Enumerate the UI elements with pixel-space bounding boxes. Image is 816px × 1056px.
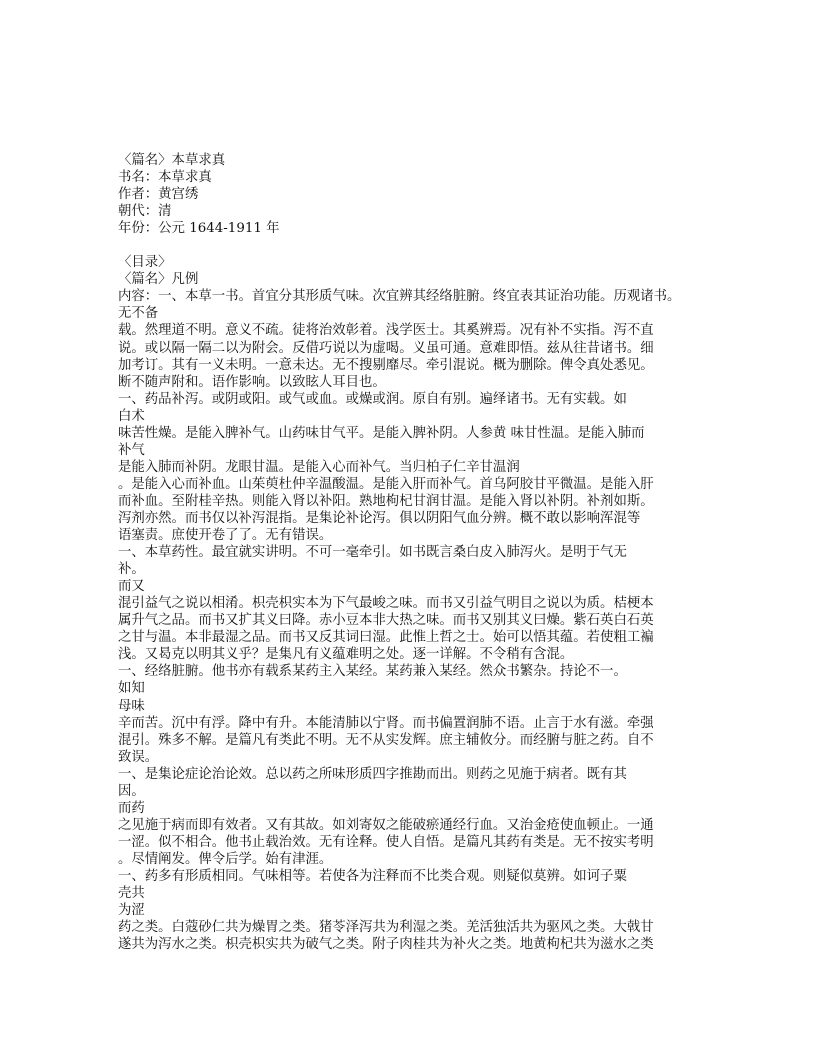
text-line: 断不随声附和。语作影响。以致眩人耳目也。 xyxy=(118,374,386,390)
text-line: 无不备 xyxy=(118,306,159,322)
text-line: 而又 xyxy=(118,579,145,595)
text-line: 如知 xyxy=(118,681,145,697)
text-line: 一、本草药性。最宜就实讲明。不可一毫牵引。如书既言桑白皮入肺泻火。是明于气无 xyxy=(118,545,627,561)
text-line: 〈篇名〉凡例 xyxy=(118,272,199,288)
text-line: 辛而苦。沉中有浮。降中有升。本能清肺以宁肾。而书偏置润肺不语。止言于水有滋。牵强 xyxy=(118,715,654,731)
text-line: 一、药品补泻。或阴或阳。或气或血。或燥或润。原自有别。遍绎诸书。无有实载。如 xyxy=(118,391,627,407)
text-line: 味苦性燥。是能入脾补气。山药味甘气平。是能入脾补阴。人参黄 味甘性温。是能入肺而 xyxy=(118,425,645,441)
text-line: 一、药多有形质相同。气味相等。若使各为注释而不比类合观。则疑似莫辨。如诃子粟 xyxy=(118,868,627,884)
text-line: 〈篇名〉本草求真 xyxy=(118,153,226,168)
text-line: 混引益气之说以相淆。枳壳枳实本为下气最峻之味。而书又引益气明目之说以为质。桔梗本 xyxy=(118,596,654,612)
text-line: 一、是集论症论治论效。总以药之所味形质四字推勘而出。则药之见施于病者。既有其 xyxy=(118,766,627,782)
text-line: 语塞责。庶使开卷了了。无有错误。 xyxy=(118,528,333,544)
text-line: 。尽情阐发。俾令后学。始有津涯。 xyxy=(118,851,333,867)
text-line: 白术 xyxy=(118,408,145,424)
text-line: 而补血。至附桂辛热。则能入肾以补阳。熟地枸杞甘润甘温。是能入肾以补阴。补剂如斯。 xyxy=(118,493,654,509)
text-line: 泻剂亦然。而书仅以补泻混指。是集论补论泻。俱以阴阳气血分辨。概不敢以影响浑混等 xyxy=(118,510,641,526)
text-line xyxy=(118,237,738,254)
text-line: 混引。殊多不解。是篇凡有类此不明。无不从实发辉。庶主辅攸分。而经腑与脏之药。自不 xyxy=(118,732,654,748)
text-line: 之见施于病而即有效者。又有其故。如刘寄奴之能破瘀通经行血。又治金疮使血顿止。一通 xyxy=(118,817,654,833)
document-page xyxy=(118,152,738,953)
text-line: 朝代：清 xyxy=(118,204,172,220)
text-line: 补气 xyxy=(118,442,145,458)
text-line: 〈目录〉 xyxy=(118,255,172,271)
text-line: 为涩 xyxy=(118,903,145,919)
text-line: 属升气之品。而书又扩其义曰降。赤小豆本非大热之味。而书又别其义曰燥。紫石英白石英 xyxy=(118,613,654,629)
text-line: 作者：黄宫绣 xyxy=(118,187,199,203)
text-line: 一涩。似不相合。他书止载治效。无有诠释。使人自悟。是篇凡其药有类是。无不按实考明 xyxy=(118,834,654,850)
text-line: 书名：本草求真 xyxy=(118,170,212,186)
text-line: 之甘与温。本非最湿之品。而书又反其词曰湿。此惟上哲之士。始可以悟其蕴。若使粗工褊 xyxy=(118,630,654,646)
text-line: 壳共 xyxy=(118,886,145,902)
text-line: 而药 xyxy=(118,800,145,816)
text-line: 内容：一、本草一书。首宜分其形质气味。次宜辨其经络脏腑。终宜表其证治功能。历观诸书。 xyxy=(118,289,681,305)
text-line: 母味 xyxy=(118,698,145,714)
text-line: 载。然理道不明。意义不疏。徒将治效彰着。浅学医士。其奚辨焉。况有补不实指。泻不直 xyxy=(118,323,654,339)
text-line: 。是能入心而补血。山茱萸杜仲辛温酸温。是能入肝而补气。首乌阿胶甘平微温。是能入肝 xyxy=(118,476,654,492)
text-line: 补。 xyxy=(118,562,145,578)
text-line: 是能入肺而补阴。龙眼甘温。是能入心而补气。当归柏子仁辛甘温润 xyxy=(118,459,520,475)
text-line: 药之类。白蔻砂仁共为燥胃之类。猪苓泽泻共为利湿之类。羌活独活共为驱风之类。大戟甘 xyxy=(118,920,654,936)
text-line: 因。 xyxy=(118,783,145,799)
text-line: 加考订。其有一义未明。一意未达。无不搜剔靡尽。牵引混说。概为删除。俾令真处悉见。 xyxy=(118,357,654,373)
text-line: 说。或以隔一隔二以为附会。反借巧说以为虚喝。义虽可通。意难即悟。兹从往昔诸书。细 xyxy=(118,340,654,356)
text-line: 一、经络脏腑。他书亦有载系某药主入某经。某药兼入某经。然众书繁杂。持论不一。 xyxy=(118,664,627,680)
text-line: 致误。 xyxy=(118,749,159,765)
text-line: 浅。又曷克以明其义乎？是集凡有义蕴难明之处。逐一详解。不令稍有含混。 xyxy=(118,647,574,663)
text-line: 遂共为泻水之类。枳壳枳实共为破气之类。附子肉桂共为补火之类。地黄枸杞共为滋水之类 xyxy=(118,937,654,953)
text-line: 年份：公元 1644-1911 年 xyxy=(118,221,280,237)
